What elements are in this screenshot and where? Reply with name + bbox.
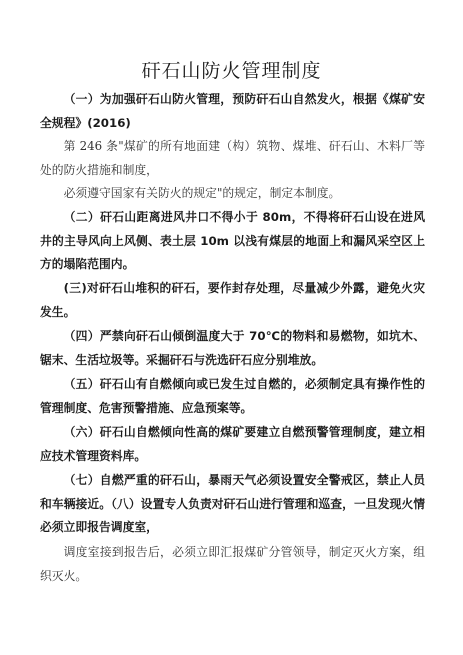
paragraph-5: (三)对矸石山堆积的矸石，要作封存处理，尽量减少外露，避免火灾发生。: [40, 281, 425, 319]
page-title: 矸石山防火管理制度: [141, 60, 322, 82]
paragraph-2: 第 246 条"煤矿的所有地面建（构）筑物、煤堆、矸石山、木料厂等处的防火措施和制度，: [40, 139, 425, 177]
paragraph-4: （二）矸石山距离进风井口不得小于 80m，不得将矸石山设在进风井的主导风向上风侧、表土层 10m 以浅有煤层的地面上和漏风采空区上方的塌陷范围内。: [40, 210, 425, 271]
paragraph-8: （六）矸石山自燃倾向性高的煤矿要建立自燃预警管理制度，建立相应技术管理资料库。: [40, 425, 425, 463]
paragraph-7: （五）矸石山有自燃倾向或已发生过自燃的，必须制定具有操作性的管理制度、危害预警措施、应急预案等。: [40, 377, 425, 415]
paragraph-6: （四）严禁向矸石山倾倒温度大于 70℃的物料和易燃物，如坑木、锯末、生活垃圾等。采掘矸石与洗选矸石应分别堆放。: [40, 329, 425, 367]
paragraph-9: （七）自燃严重的矸石山，暴雨天气必须设置安全警戒区，禁止人员和车辆接近。（八）设置专人负责对矸石山进行管理和巡查，一旦发现火情必须立即报告调度室，: [40, 473, 425, 534]
paragraph-1: （一）为加强矸石山防火管理，预防矸石山自然发火，根据《煤矿安全规程》(2016): [40, 92, 425, 130]
paragraph-10: 调度室接到报告后，必须立即汇报煤矿分管领导，制定灭火方案，组织灭火。: [40, 545, 425, 583]
paragraph-3: 必须遵守国家有关防火的规定"的规定，制定本制度。: [63, 186, 341, 200]
